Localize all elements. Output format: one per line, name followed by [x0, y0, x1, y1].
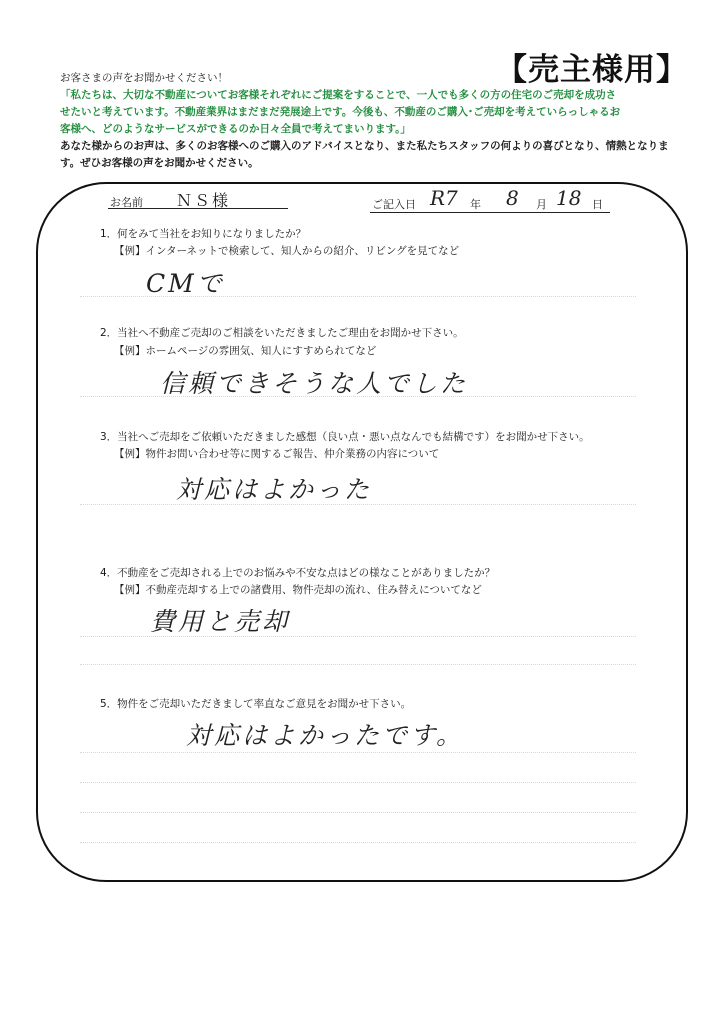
answer-rule — [80, 812, 636, 813]
answer-5: 対応はよかったです。 — [186, 721, 465, 750]
answer-rule — [80, 782, 636, 783]
answer-rule — [80, 296, 636, 297]
answer-4: 費用と売却 — [150, 607, 291, 636]
answer-1: CMで — [146, 269, 225, 298]
question-4-example: 【例】不動産売却する上での諸費用、物件売却の流れ、住み替えについてなど — [114, 584, 482, 596]
date-label: ご記入日 — [372, 198, 416, 211]
question-2-example: 【例】ホームページの雰囲気、知人にすすめられてなど — [114, 345, 377, 357]
name-label: お名前 — [110, 196, 143, 209]
question-1: 1．何をみて当社をお知りになりましたか？ — [100, 228, 307, 240]
question-2: 2．当社へ不動産ご売却のご相談をいただきましたご理由をお聞かせ下さい。 — [100, 327, 464, 339]
answer-rule — [80, 396, 636, 397]
intro-heading: お客さまの声をお聞かせください！ — [60, 72, 228, 84]
answer-rule — [80, 842, 636, 843]
answer-3: 対応はよかった — [176, 475, 373, 504]
question-3-example: 【例】物件お問い合わせ等に関するご報告、仲介業務の内容について — [114, 448, 440, 460]
intro-request-line: す。ぜひお客様の声をお聞かせください。 — [60, 157, 259, 169]
answer-rule — [80, 504, 636, 505]
question-4: 4．不動産をご売却される上でのお悩みや不安な点はどの様なことがありましたか？ — [100, 567, 496, 579]
date-underline — [370, 212, 610, 213]
answer-rule — [80, 664, 636, 665]
answer-2: 信頼できそうな人でした — [160, 369, 469, 398]
month-unit: 月 — [536, 198, 547, 211]
answer-rule — [80, 636, 636, 637]
answer-rule — [80, 752, 636, 753]
intro-message-line: 「私たちは、大切な不動産についてお客様それぞれにご提案をすることで、一人でも多くの方の住宅のご売却を成功さ — [60, 89, 617, 101]
intro-message-line: せたいと考えています。不動産業界はまだまだ発展途上です。今後も、不動産のご購入･ご売却を考えていらっしゃるお — [60, 106, 621, 118]
question-3: 3．当社へご売却をご依頼いただきました感想（良い点・悪い点なんでも結構です）をお聞かせ下さい。 — [100, 431, 590, 443]
survey-form-frame — [36, 182, 688, 882]
year-value: R7 — [430, 186, 458, 210]
question-5: 5．物件をご売却いただきまして率直なご意見をお聞かせ下さい。 — [100, 698, 412, 710]
form-type-badge: 【売主様用】 — [496, 52, 688, 88]
question-1-example: 【例】インターネットで検索して、知人からの紹介、リビングを見てなど — [114, 245, 460, 257]
day-value: 18 — [556, 186, 582, 210]
name-value: ＮＳ様 — [176, 191, 231, 210]
day-unit: 日 — [592, 198, 603, 211]
intro-request-line: あなた様からのお声は、多くのお客様へのご購入のアドバイスとなり、また私たちスタッフの何よりの喜びとなり、情熱となりま — [60, 140, 669, 152]
name-underline — [108, 208, 288, 209]
month-value: 8 — [506, 186, 519, 210]
intro-message-line: 客様へ、どのようなサービスができるのか日々全員で考えてまいります。」 — [60, 123, 411, 135]
year-unit: 年 — [470, 198, 481, 211]
